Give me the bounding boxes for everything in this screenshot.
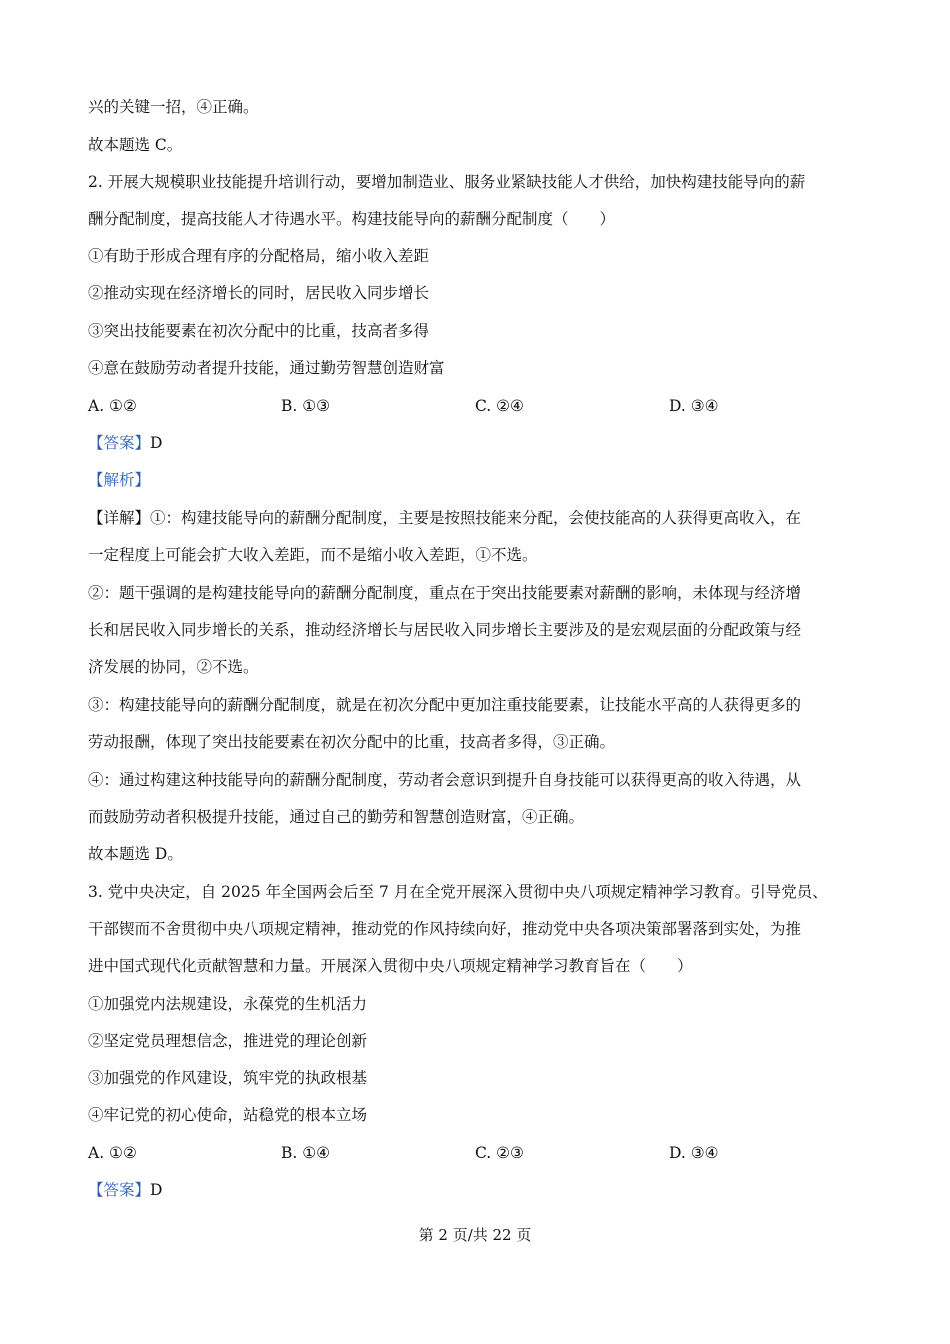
question-3-option-a: A. ①② xyxy=(88,1144,137,1162)
detail-tag: 【详解】 xyxy=(88,509,151,527)
question-2-option-d: D. ③④ xyxy=(669,397,719,415)
text-line: 一定程度上可能会扩大收入差距，而不是缩小收入差距，①不选。 xyxy=(88,546,538,564)
answer-tag: 【答案】 xyxy=(88,434,151,452)
question-3-option-d: D. ③④ xyxy=(669,1144,719,1162)
question-3-stem: 3. 党中央决定，自 2025 年全国两会后至 7 月在全党开展深入贯彻中央八项规定精神学习教育。引导党员、 xyxy=(88,883,828,901)
text-line: 故本题选 C。 xyxy=(88,136,183,154)
question-3-statement-4: ④牢记党的初心使命，站稳党的根本立场 xyxy=(88,1106,368,1124)
question-2-statement-1: ①有助于形成合理有序的分配格局，缩小收入差距 xyxy=(88,247,430,265)
question-3-stem: 进中国式现代化贡献智慧和力量。开展深入贯彻中央八项规定精神学习教育旨在（ ） xyxy=(88,957,693,975)
text-line: ③：构建技能导向的薪酬分配制度，就是在初次分配中更加注重技能要素，让技能水平高的人获得更多的 xyxy=(88,696,802,714)
question-2-statement-3: ③突出技能要素在初次分配中的比重，技高者多得 xyxy=(88,322,430,340)
question-3-statement-3: ③加强党的作风建设，筑牢党的执政根基 xyxy=(88,1069,368,1087)
text-line: 兴的关键一招，④正确。 xyxy=(88,98,259,116)
text-line: 长和居民收入同步增长的关系，推动经济增长与居民收入同步增长主要涉及的是宏观层面的分配政策与经 xyxy=(88,621,802,639)
question-2-option-a: A. ①② xyxy=(88,397,137,415)
text-line: 故本题选 D。 xyxy=(88,845,183,863)
question-3-statement-2: ②坚定党员理想信念，推进党的理论创新 xyxy=(88,1032,368,1050)
question-2-statement-4: ④意在鼓励劳动者提升技能，通过勤劳智慧创造财富 xyxy=(88,359,445,377)
question-2-detail xyxy=(88,507,801,529)
text-line: 劳动报酬，体现了突出技能要素在初次分配中的比重，技高者多得，③正确。 xyxy=(88,733,616,751)
page-footer: 第 2 页/共 22 页 xyxy=(418,1226,532,1244)
answer-value: D xyxy=(150,434,163,452)
question-3-option-c: C. ②③ xyxy=(475,1144,524,1162)
question-2-option-c: C. ②④ xyxy=(475,397,524,415)
question-3-answer xyxy=(88,1179,162,1201)
question-2-stem: 2. 开展大规模职业技能提升培训行动，要增加制造业、服务业紧缺技能人才供给，加快构建技能导向的薪 xyxy=(88,173,806,191)
text-line: 而鼓励劳动者积极提升技能，通过自己的勤劳和智慧创造财富，④正确。 xyxy=(88,808,585,826)
text-line: ④：通过构建这种技能导向的薪酬分配制度，劳动者会意识到提升自身技能可以获得更高的收入待遇，从 xyxy=(88,771,802,789)
question-3-statement-1: ①加强党内法规建设，永葆党的生机活力 xyxy=(88,995,368,1013)
analysis-tag: 【解析】 xyxy=(88,471,151,489)
detail-text: ①：构建技能导向的薪酬分配制度，主要是按照技能来分配，会使技能高的人获得更高收入，在 xyxy=(150,509,802,527)
question-2-option-b: B. ①③ xyxy=(281,397,331,415)
question-3-option-b: B. ①④ xyxy=(281,1144,331,1162)
text-line: 济发展的协同，②不选。 xyxy=(88,658,259,676)
question-2-answer xyxy=(88,432,162,454)
answer-value: D xyxy=(150,1181,163,1199)
question-2-stem: 酬分配制度，提高技能人才待遇水平。构建技能导向的薪酬分配制度（ ） xyxy=(88,210,616,228)
text-line: ②：题干强调的是构建技能导向的薪酬分配制度，重点在于突出技能要素对薪酬的影响，未体现与经济增 xyxy=(88,584,802,602)
question-3-stem: 干部锲而不舍贯彻中央八项规定精神，推动党的作风持续向好，推动党中央各项决策部署落到实处，为推 xyxy=(88,920,802,938)
answer-tag: 【答案】 xyxy=(88,1181,151,1199)
question-2-statement-2: ②推动实现在经济增长的同时，居民收入同步增长 xyxy=(88,284,430,302)
